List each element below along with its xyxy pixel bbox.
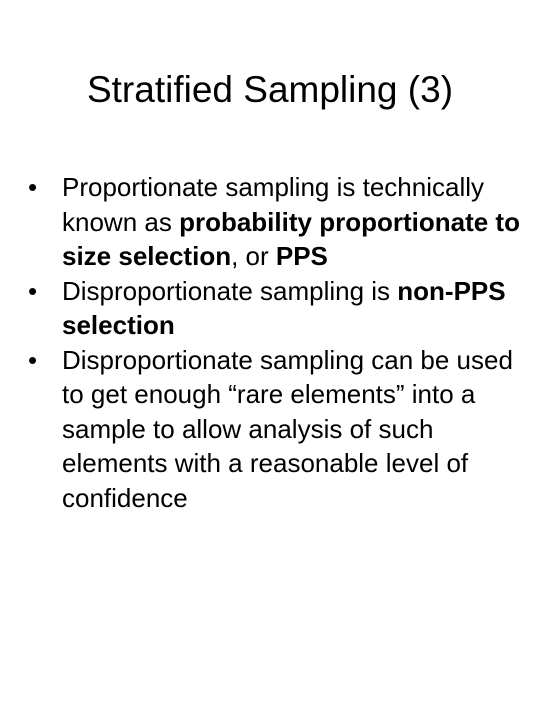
bullet-dot-icon: • [28, 344, 38, 375]
bullet-text: Proportionate sampling is technically known as [62, 172, 484, 237]
bullet-emphasis: probability proportionate to size selection [62, 206, 520, 271]
bullet-dot-icon: • [28, 172, 38, 202]
bullet-list [28, 170, 528, 515]
bullet-item-pps-definition [28, 170, 528, 274]
bullet-item-non-pps [28, 274, 528, 343]
bullet-text: , or [231, 241, 276, 271]
slide-title: Stratified Sampling (3) [86, 69, 454, 110]
bullet-emphasis: PPS [275, 241, 328, 271]
bullet-text: Disproportionate sampling can be used to get enough “rare elements” into a sample to allow analysis of such elements with a reasonable level of confidence [62, 344, 513, 513]
bullet-item-rare-elements [28, 343, 528, 516]
bullet-emphasis: non-PPS selection [62, 275, 506, 340]
bullet-text: Disproportionate sampling is [62, 275, 398, 306]
bullet-dot-icon: • [28, 275, 38, 306]
